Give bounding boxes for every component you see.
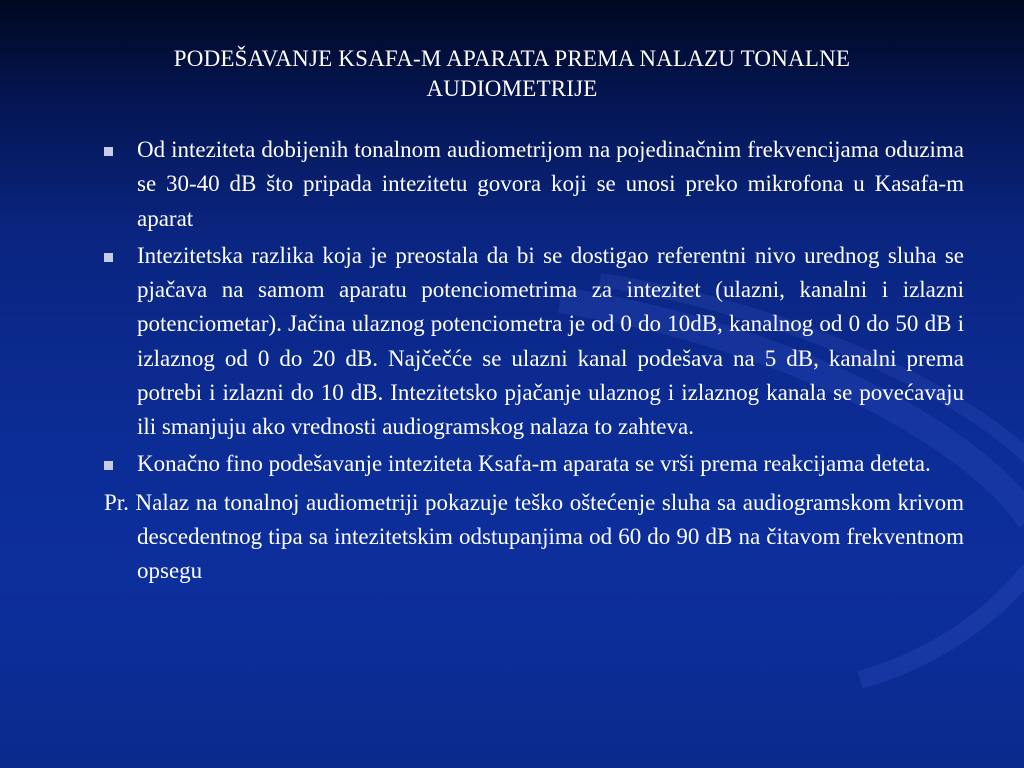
square-bullet-icon [104,253,113,262]
square-bullet-icon [104,147,113,156]
bullet-item [104,133,964,236]
bullet-item [104,239,964,445]
bullet-text: Konačno fino podešavanje inteziteta Ksafa-m aparata se vrši prema reakcijama deteta. [137,451,931,477]
example-note: Pr. Nalaz na tonalnoj audiometriji pokazuje teško oštećenje sluha sa audiogramskom krivom descedentnog tipa sa intezitetskim odstupanjima od 60 do 90 dB na čitavom frekventnom opsegu [104,489,964,584]
slide-title: PODEŠAVANJE KSAFA-M APARATA PREMA NALAZU TONALNE AUDIOMETRIJE [173,46,851,101]
bullet-text: Intezitetska razlika koja je preostala da bi se dostigao referentni nivo urednog sluha se pjačava na samom aparatu potenciometrima za intezitet (ulazni, kanalni i izlazni potenciometar). Jačina ulaznog potenciometra je od 0 do 10dB, kanalnog od 0 do 50 dB i izlaznog od 0 do 20 dB. Najčečće se ulazni kanal podešava na 5 dB, kanalni prema potrebi i izlazni do 10 dB. Intezitetsko pjačanje ulaznog i izlaznog kanala se povećavaju ili smanjuju ako vrednosti audiogramskog nalaza to zahteva. [137,242,964,440]
bullet-text: Od inteziteta dobijenih tonalnom audiometrijom na pojedinačnim frekvencijama oduzima se 30-40 dB što pripada intezitetu govora koji se unosi preko mikrofona u Kasafa-m aparat [137,137,964,231]
slide-body [104,133,964,588]
bullet-item [104,447,964,481]
square-bullet-icon [104,461,113,470]
